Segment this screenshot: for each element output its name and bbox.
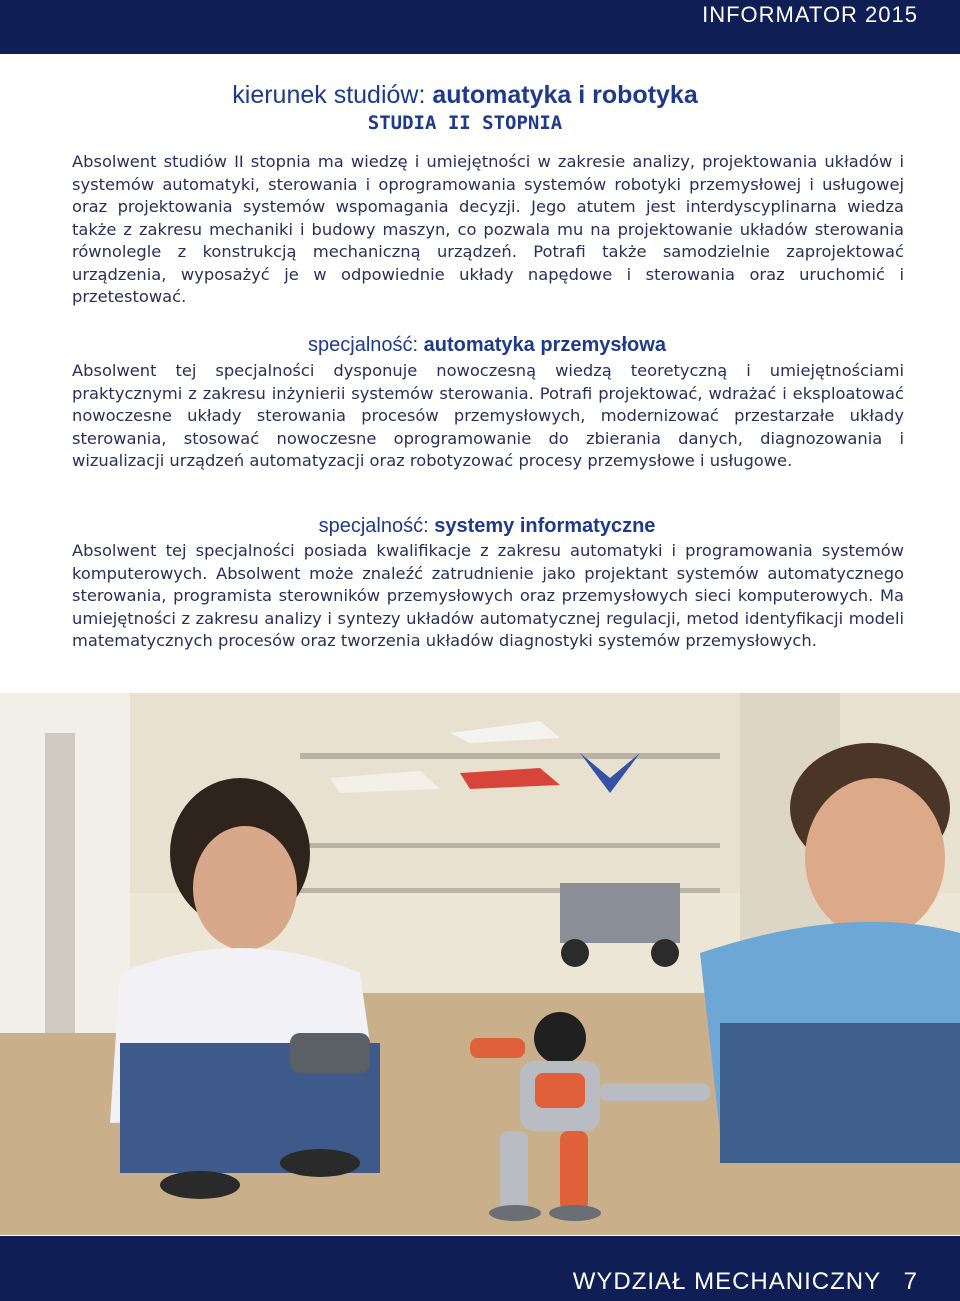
specialization-heading-2 [0, 515, 960, 538]
spec1-name: automatyka przemysłowa [423, 334, 666, 356]
study-level: STUDIA II STOPNIA [367, 112, 563, 134]
footer-label: WYDZIAŁ MECHANICZNY 7 [572, 1268, 918, 1295]
specialization-heading-1 [0, 334, 960, 357]
specialization-paragraph-2: Absolwent tej specjalności posiada kwalifikacje z zakresu automatyki i programowania systemów komputerowych. Absolwent może znaleźć zatrudnienie jako projektant systemów automatycznego sterowania, programista sterowników przemysłowych oraz przemysłowych sieci komputerowych. Ma umiejętności z zakresu analizy i syntezy układów automatycznej regulacji, metod identyfikacji modeli matematycznych procesów oraz tworzenia układów diagnostyki systemów przemysłowych. [72, 541, 904, 650]
intro-paragraph: Absolwent studiów II stopnia ma wiedzę i umiejętności w zakresie analizy, projektowania układów i systemów automatyki, sterowania i oprogramowania systemów robotyki przemysłowej i usługowej oraz projektowania systemów wspomagania decyzji. Jego atutem jest interdyscyplinarna wiedza także z zakresu mechaniki i budowy maszyn, co pozwala mu na projektowanie układów sterowania równolegle z konstrukcją mechaniczną urządzeń. Potrafi także samodzielnie zaprojektować urządzenia, wyposażyć je w odpowiednie układy napędowe i sterowania oraz uruchomić i przetestować. [72, 152, 904, 306]
specialization-paragraph-1: Absolwent tej specjalności dysponuje nowoczesną wiedzą teoretyczną i umiejętnościami praktycznymi z zakresu inżynierii systemów sterowania. Potrafi projektować, wdrażać i eksploatować nowoczesne układy sterowania procesów przemysłowych, modernizować przestarzałe układy sterowania, stosować nowoczesne oprogramowanie do zbierania danych, diagnozowania i wizualizacji urządzeń automatyzacji oraz robotyzować procesy przemysłowe i usługowe. [72, 361, 904, 470]
title-name: automatyka i robotyka [432, 81, 698, 109]
spec2-name: systemy informatyczne [434, 515, 656, 537]
header-bar [0, 0, 960, 54]
robot-lab-photo-illustration [0, 693, 960, 1235]
title-prefix: kierunek studiów: [232, 81, 433, 109]
spec2-prefix: specjalność: [318, 515, 435, 537]
page-title [0, 80, 930, 110]
footer-bar [0, 1236, 960, 1301]
spec1-prefix: specjalność: [308, 334, 424, 356]
lab-photo [0, 693, 960, 1235]
header-label: INFORMATOR 2015 [702, 2, 918, 27]
